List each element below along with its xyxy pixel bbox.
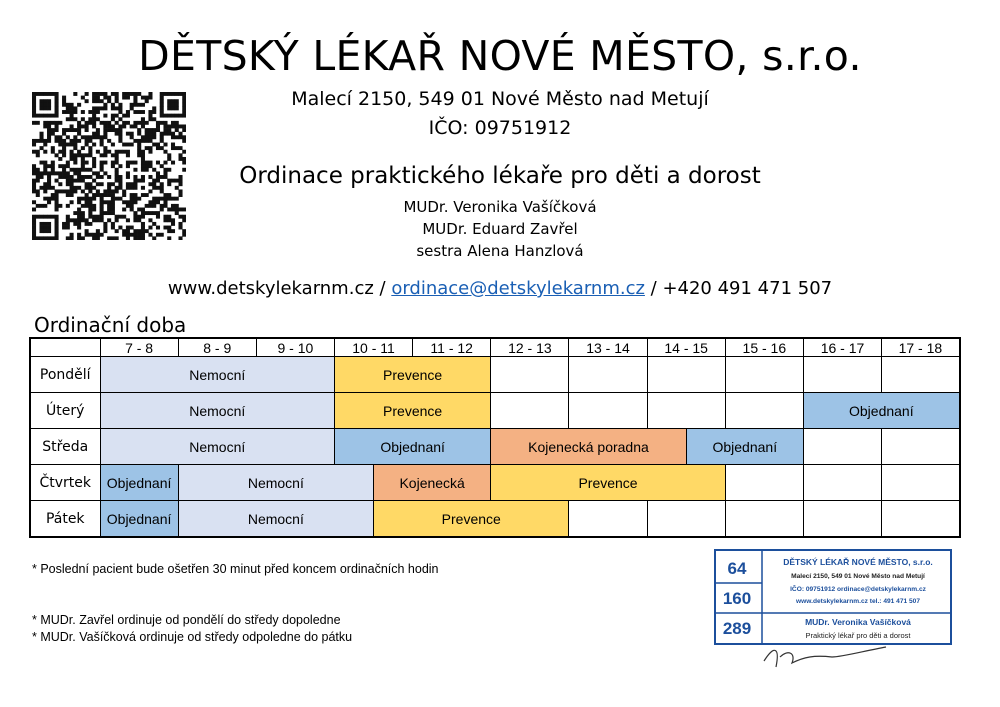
note-last-patient: * Poslední pacient bude ošetřen 30 minut před koncem ordinačních hodin bbox=[32, 562, 439, 576]
empty-slot bbox=[491, 393, 569, 429]
empty-slot bbox=[803, 465, 881, 501]
phone-text: +420 491 471 507 bbox=[662, 278, 833, 299]
hour-header: 16 - 17 bbox=[803, 338, 881, 357]
note-vasickova: * MUDr. Vašíčková ordinuje od středy odpoledne do pátku bbox=[32, 630, 353, 644]
day-row bbox=[30, 501, 960, 538]
slot-kojenecka: Kojenecká poradna bbox=[491, 429, 686, 465]
day-label: Středa bbox=[30, 429, 100, 465]
stamp-number: 160 bbox=[722, 589, 752, 608]
day-label: Čtvrtek bbox=[30, 465, 100, 501]
empty-slot bbox=[725, 465, 803, 501]
slot-kojenecka: Kojenecká bbox=[374, 465, 491, 501]
empty-slot bbox=[725, 393, 803, 429]
empty-slot bbox=[882, 501, 960, 538]
slot-prevence: Prevence bbox=[334, 357, 490, 393]
empty-slot bbox=[725, 501, 803, 538]
slot-objednani: Objednaní bbox=[686, 429, 803, 465]
hour-header: 13 - 14 bbox=[569, 338, 647, 357]
slot-objednani: Objednaní bbox=[100, 501, 178, 538]
empty-slot bbox=[647, 393, 725, 429]
empty-slot bbox=[491, 357, 569, 393]
empty-slot bbox=[803, 501, 881, 538]
hour-header: 17 - 18 bbox=[882, 338, 960, 357]
day-row bbox=[30, 357, 960, 393]
hour-header: 12 - 13 bbox=[491, 338, 569, 357]
email-link[interactable]: ordinace@detskylekarnm.cz bbox=[391, 278, 645, 299]
empty-slot bbox=[569, 357, 647, 393]
stamp-contact: IČO: 09751912 ordinace@detskylekarnm.cz bbox=[790, 586, 926, 593]
day-row bbox=[30, 393, 960, 429]
office-hours-table bbox=[29, 337, 961, 538]
hour-header: 8 - 9 bbox=[178, 338, 256, 357]
empty-slot bbox=[647, 501, 725, 538]
empty-slot bbox=[882, 357, 960, 393]
day-row bbox=[30, 465, 960, 501]
hour-header: 10 - 11 bbox=[334, 338, 412, 357]
contact-line bbox=[0, 278, 1000, 299]
hour-header: 11 - 12 bbox=[413, 338, 491, 357]
empty-slot bbox=[882, 429, 960, 465]
empty-slot bbox=[647, 357, 725, 393]
hour-header: 15 - 16 bbox=[725, 338, 803, 357]
contact-separator: / bbox=[644, 278, 663, 299]
office-hours-title: Ordinační doba bbox=[34, 313, 187, 337]
slot-nemocni: Nemocní bbox=[178, 465, 373, 501]
empty-slot bbox=[569, 393, 647, 429]
clinic-address: Malecí 2150, 549 01 Nové Město nad Metují bbox=[291, 88, 709, 110]
empty-slot bbox=[803, 429, 881, 465]
day-label: Pátek bbox=[30, 501, 100, 538]
stamp-address: Malecí 2150, 549 01 Nové Město nad Metují bbox=[791, 573, 925, 580]
stamp-number: 289 bbox=[722, 619, 752, 638]
stamp-number: 64 bbox=[727, 559, 747, 578]
day-label: Pondělí bbox=[30, 357, 100, 393]
slot-prevence: Prevence bbox=[491, 465, 725, 501]
day-row bbox=[30, 429, 960, 465]
clinic-stamp bbox=[714, 549, 954, 679]
slot-nemocni: Nemocní bbox=[178, 501, 373, 538]
slot-nemocni: Nemocní bbox=[100, 393, 334, 429]
empty-slot bbox=[725, 357, 803, 393]
slot-objednani: Objednaní bbox=[334, 429, 490, 465]
slot-prevence: Prevence bbox=[374, 501, 569, 538]
clinic-title: DĚTSKÝ LÉKAŘ NOVÉ MĚSTO, s.r.o. bbox=[138, 32, 862, 80]
stamp-name: DĚTSKÝ LÉKAŘ NOVÉ MĚSTO, s.r.o. bbox=[783, 557, 933, 567]
day-label: Úterý bbox=[30, 393, 100, 429]
practice-title: Ordinace praktického lékaře pro děti a dorost bbox=[239, 163, 761, 189]
slot-nemocni: Nemocní bbox=[100, 429, 334, 465]
doctor-zavrel: MUDr. Eduard Zavřel bbox=[422, 220, 578, 238]
empty-slot bbox=[569, 501, 647, 538]
slot-nemocni: Nemocní bbox=[100, 357, 334, 393]
header-corner bbox=[30, 338, 100, 357]
nurse-hanzlova: sestra Alena Hanzlová bbox=[416, 242, 584, 260]
empty-slot bbox=[803, 357, 881, 393]
slot-objednani: Objednaní bbox=[100, 465, 178, 501]
hours-header-row bbox=[30, 338, 960, 357]
doctor-vasickova: MUDr. Veronika Vašíčková bbox=[403, 198, 597, 216]
website-text: www.detskylekarnm.cz bbox=[167, 278, 374, 299]
stamp-web: www.detskylekarnm.cz tel.: 491 471 507 bbox=[795, 598, 920, 605]
slot-prevence: Prevence bbox=[334, 393, 490, 429]
clinic-ico: IČO: 09751912 bbox=[428, 117, 572, 139]
hour-header: 7 - 8 bbox=[100, 338, 178, 357]
stamp-doctor: MUDr. Veronika Vašíčková bbox=[805, 617, 911, 627]
hour-header: 14 - 15 bbox=[647, 338, 725, 357]
stamp-role: Praktický lékař pro děti a dorost bbox=[805, 631, 911, 640]
contact-separator: / bbox=[373, 278, 392, 299]
note-zavrel: * MUDr. Zavřel ordinuje od pondělí do středy dopoledne bbox=[32, 613, 341, 627]
hour-header: 9 - 10 bbox=[256, 338, 334, 357]
empty-slot bbox=[882, 465, 960, 501]
slot-objednani: Objednaní bbox=[803, 393, 959, 429]
